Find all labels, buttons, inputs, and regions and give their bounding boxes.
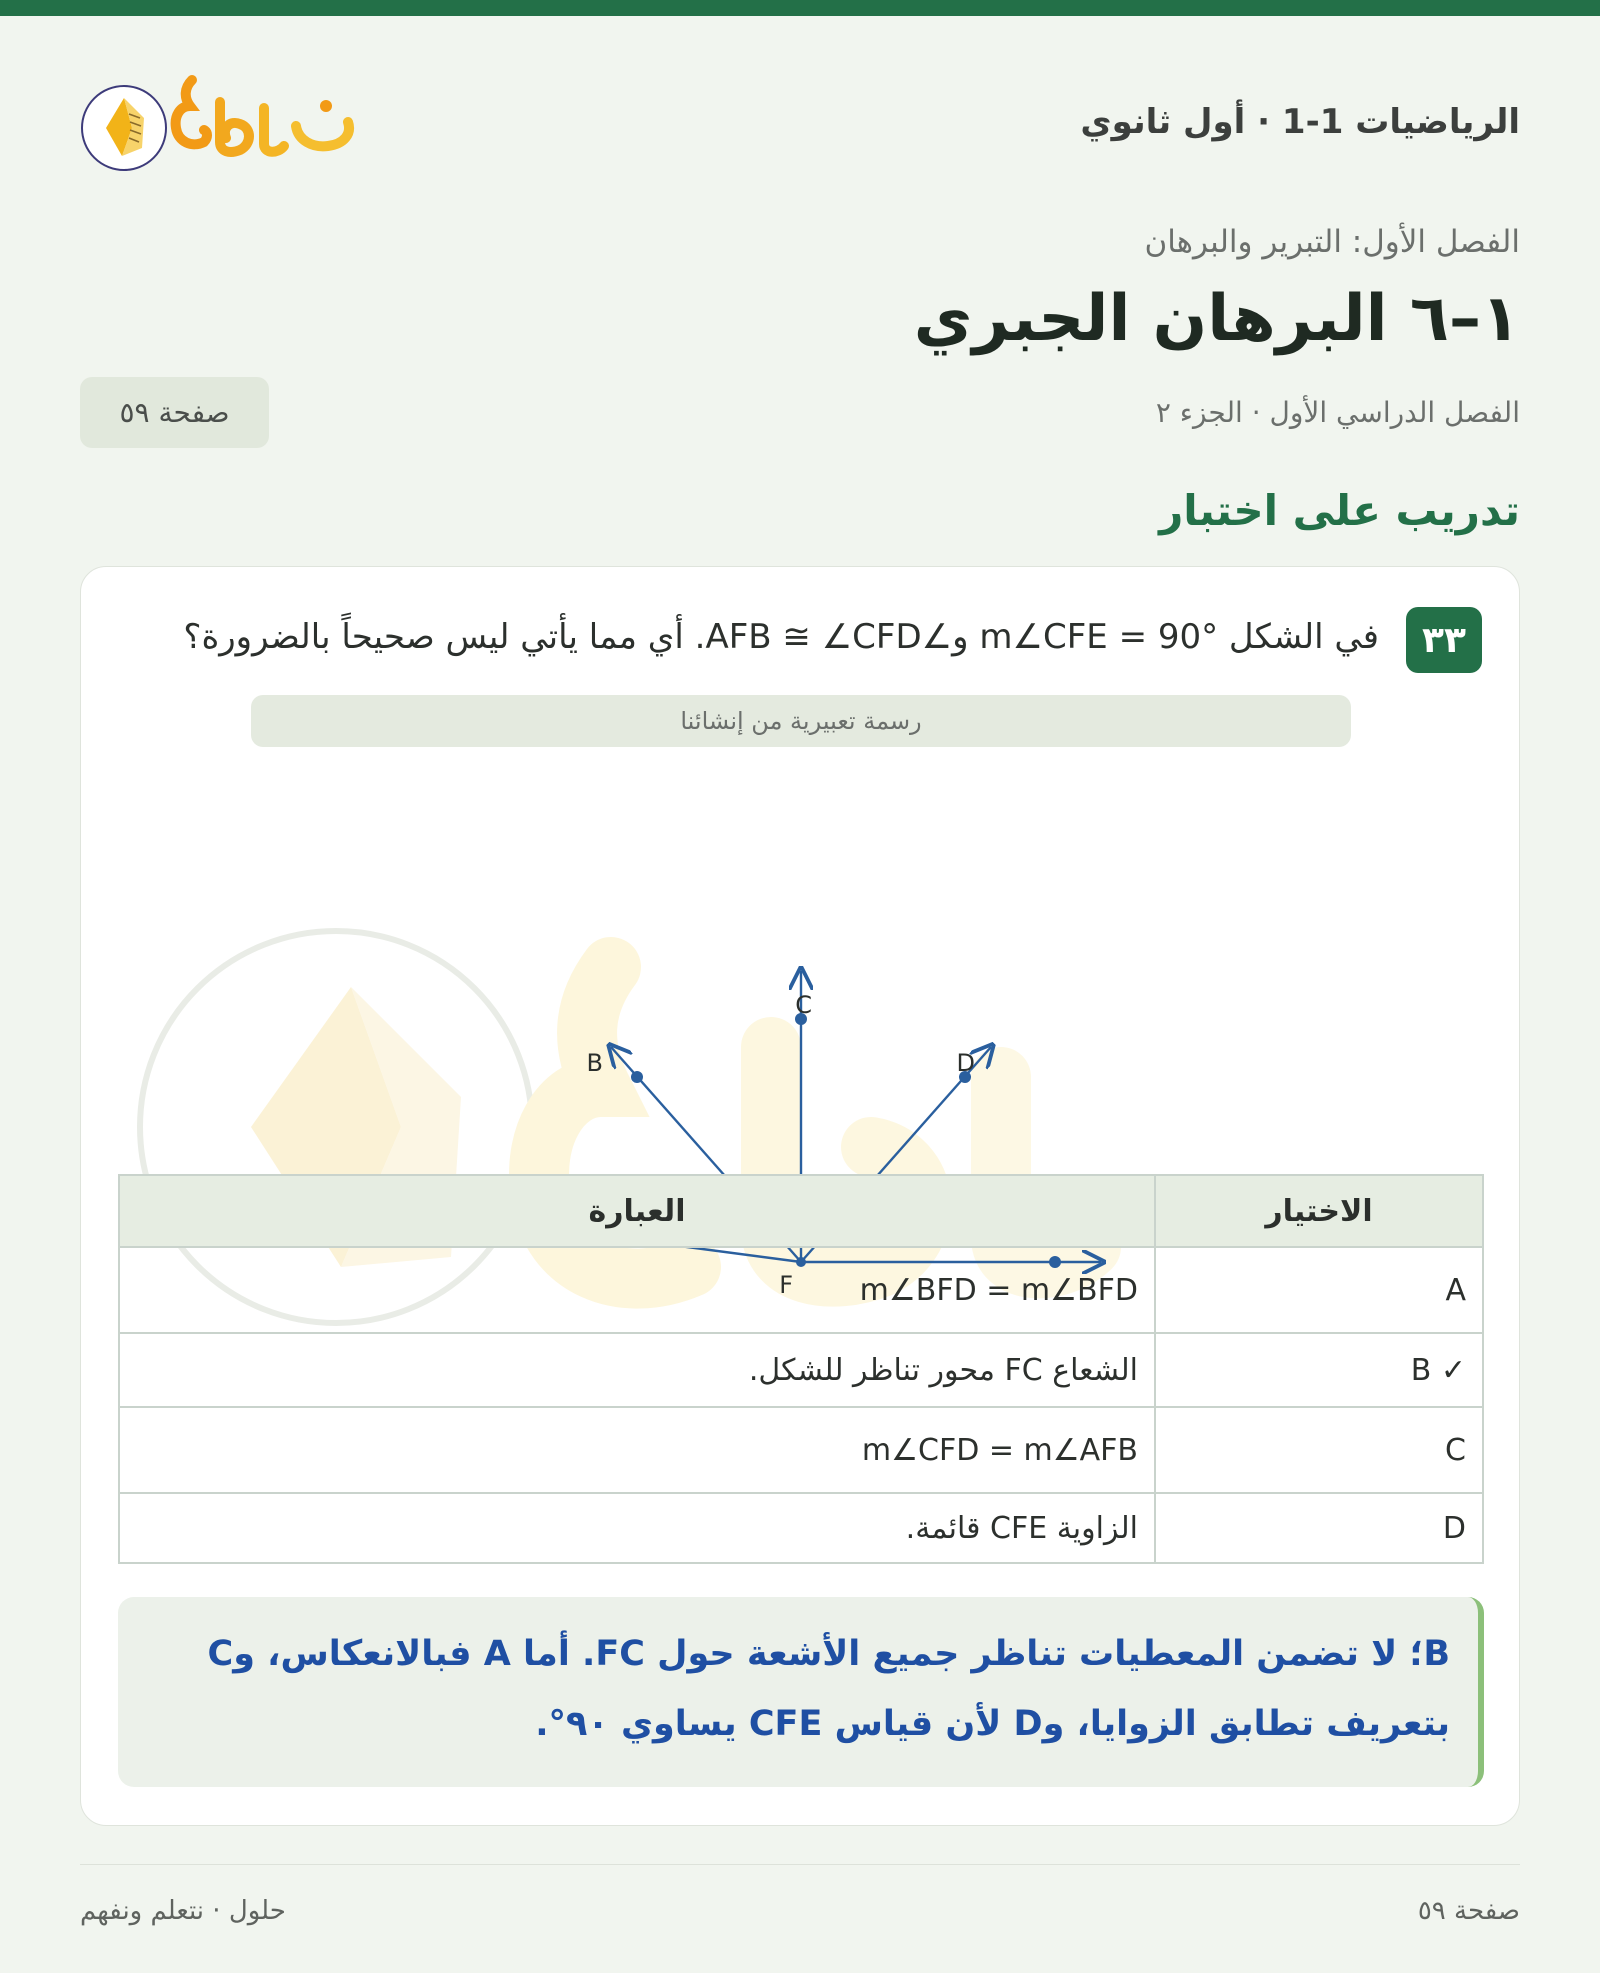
lesson-title: ١–٦ البرهان الجبري [913, 282, 1520, 356]
table-row [119, 1493, 1483, 1563]
table-row [119, 1247, 1483, 1333]
page-number-chip: صفحة ٥٩ [80, 377, 269, 448]
table-row [119, 1333, 1483, 1407]
chapter-title: الفصل الأول: التبرير والبرهان [1144, 224, 1520, 260]
hulul-logo[interactable] [80, 62, 360, 178]
subject-heading: الرياضيات 1-1 · أول ثانوي [1080, 102, 1520, 142]
choice-option: D [1155, 1493, 1483, 1563]
choice-statement: الزاوية CFE قائمة. [119, 1493, 1155, 1563]
header-statement: العبارة [119, 1175, 1155, 1247]
figure-caption: رسمة تعبيرية من إنشائنا [251, 695, 1351, 747]
choice-option: C [1155, 1407, 1483, 1493]
footer-brand: حلول · نتعلم ونفهم [80, 1896, 286, 1926]
question-number-badge: ٣٣ [1406, 607, 1482, 673]
table-row [119, 1407, 1483, 1493]
label-b: B [586, 1049, 603, 1077]
label-c: C [795, 991, 812, 1019]
choice-option: A [1155, 1247, 1483, 1333]
term-info: الفصل الدراسي الأول · الجزء ٢ [1155, 396, 1520, 429]
choices-table [118, 1174, 1484, 1564]
choice-statement: m∠CFD = m∠AFB [119, 1407, 1155, 1493]
top-accent-bar [0, 0, 1600, 16]
header-choice: الاختيار [1155, 1175, 1483, 1247]
footer-divider [80, 1864, 1520, 1865]
section-title: تدريب على اختبار [1159, 486, 1520, 535]
answer-explanation [118, 1597, 1484, 1787]
hulul-logo-icon [80, 62, 360, 178]
choice-statement: الشعاع FC محور تناظر للشكل. [119, 1333, 1155, 1407]
answer-line-2: بتعريف تطابق الزوايا، وD لأن قياس CFE يساوي ٩٠°. [535, 1704, 1450, 1744]
label-f: F [779, 1271, 793, 1299]
answer-line-1: B؛ لا تضمن المعطيات تناظر جميع الأشعة حول FC. أما A فبالانعكاس، وC [207, 1634, 1450, 1674]
point-b [631, 1071, 643, 1083]
choice-option: B ✓ [1155, 1333, 1483, 1407]
footer-page-number: صفحة ٥٩ [1417, 1896, 1520, 1926]
question-text: في الشكل m∠CFE = 90° و∠AFB ≅ ∠CFD. أي مما يأتي ليس صحيحاً بالضرورة؟ [183, 617, 1379, 657]
choice-statement: m∠BFD = m∠BFD [119, 1247, 1155, 1333]
question-card [80, 566, 1520, 1826]
label-d: D [956, 1049, 975, 1077]
